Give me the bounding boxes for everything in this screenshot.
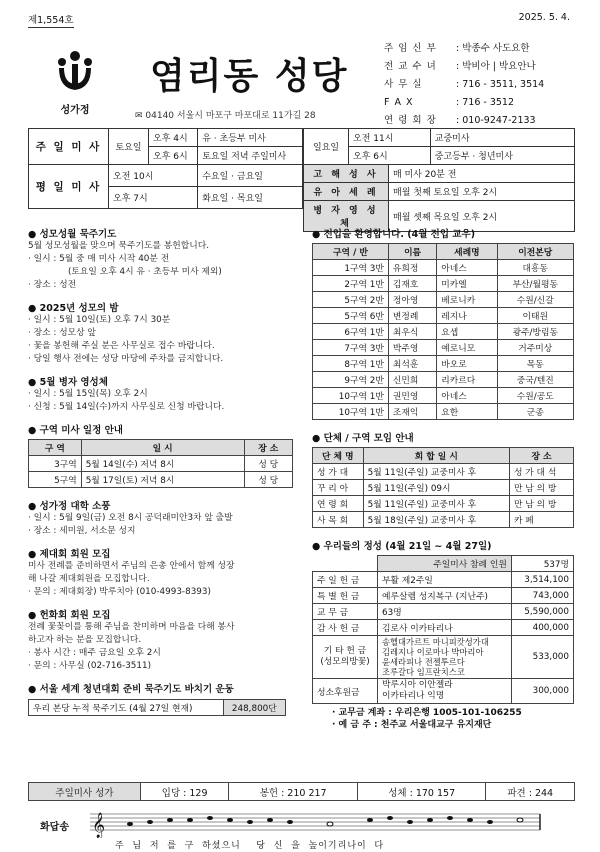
text-cell: 교중미사 (430, 129, 574, 147)
address (135, 108, 316, 121)
svg-text:𝄞: 𝄞 (92, 813, 106, 838)
info-key: 전 교 수 녀 (384, 61, 437, 72)
text-cell: 세례명 (437, 244, 497, 260)
text-cell: 최우식 (388, 324, 436, 340)
info-value: 716 - 3512 (462, 97, 515, 108)
text-cell: 오후 4시 (149, 129, 198, 147)
text-cell: 수원/공도 (497, 388, 573, 404)
text-cell: 입당 : 129 (140, 783, 228, 801)
text-cell: 봉헌 : 210 217 (229, 783, 358, 801)
text-cell: 파견 : 244 (486, 783, 575, 801)
issue-date: 2025. 5. 4. (518, 12, 570, 23)
table-row (313, 308, 574, 324)
section-body (28, 314, 300, 366)
text-cell: 변정례 (388, 308, 436, 324)
text-cell: 장 소 (244, 440, 292, 456)
text-cell: · 장소 : 세미원, 서소문 성지 (28, 526, 136, 536)
text-cell: 5구역 2반 (313, 292, 389, 308)
address-text: 04140 서울시 마포구 마포대로 11가길 28 (145, 111, 316, 121)
text-cell: 박주영 (388, 340, 436, 356)
text-cell: 부활 제2주일 (378, 572, 512, 588)
text-cell: 3구역 (29, 456, 82, 472)
text-cell: 8구역 1반 (313, 356, 389, 372)
offering-table (312, 555, 574, 704)
sunday-label: 일요일 (304, 129, 349, 165)
text-cell: 오후 7시 (109, 187, 198, 209)
text-cell: 부산/월평동 (497, 276, 573, 292)
account-note: · 교무금 계좌 : 우리은행 1005-101-106255 (332, 708, 522, 718)
mass-hymns-table (28, 782, 575, 801)
mail-icon: ✉ (135, 111, 146, 121)
section-title: ● 전입을 환영합니다. (4월 전입 교우) (312, 226, 577, 240)
text-cell: 성 당 (244, 472, 292, 488)
section-title: ● 서울 세계 청년대회 준비 묵주기도 바치기 운동 (28, 681, 300, 695)
info-row: 연 령 회 장 : 010-9247-2133 (384, 112, 544, 130)
info-key: F A X (384, 97, 414, 108)
table-row (313, 340, 574, 356)
text-cell: 사 목 회 (313, 512, 364, 528)
text-cell: 최석훈 (388, 356, 436, 372)
text-cell: 오전 11시 (349, 129, 431, 147)
text-cell: 요한 (437, 404, 497, 420)
text-cell: 5월 11일(주일) 09시 (363, 480, 509, 496)
table-row (313, 324, 574, 340)
text-cell: 성 가 대 (313, 464, 364, 480)
text-cell: · 문의 : 사무실 (02-716-3511) (28, 661, 152, 671)
section-title: ● 구역 미사 일정 안내 (28, 422, 300, 436)
psalm-label: 화답송 (40, 822, 69, 833)
text-cell: 5월 14일(수) 저녁 8시 (81, 456, 244, 472)
info-row: F A X : 716 - 3512 (384, 94, 544, 112)
text-cell: 중국/텐진 (497, 372, 573, 388)
info-value: 박종수 사도요한 (462, 43, 530, 54)
section-title: ● 2025년 성모의 밤 (28, 300, 300, 314)
logo-text: 성가정 (60, 105, 90, 116)
text-cell: · 꽃을 봉헌해 주실 분은 사무실로 접수 바랍니다. (28, 341, 215, 351)
text-cell: 감 사 헌 금 (313, 620, 378, 636)
text-cell: · 장소 : 성모상 앞 (28, 328, 96, 338)
text-cell: 7구역 3반 (313, 340, 389, 356)
saturday-label: 토요일 (109, 129, 149, 165)
info-value: 716 - 3511, 3514 (462, 79, 545, 90)
table-row (313, 292, 574, 308)
text-cell: 5구역 6반 (313, 308, 389, 324)
text-cell: 매 미사 20분 전 (389, 165, 575, 183)
rosary-count-table (28, 699, 286, 716)
text-cell: 교 무 금 (313, 604, 378, 620)
parish-title: 염리동 성당 (150, 56, 349, 97)
text-cell: 김재호 (388, 276, 436, 292)
text-cell: 바오로 (437, 356, 497, 372)
info-row: 주 임 신 부 : 박종수 사도요한 (384, 40, 544, 58)
info-key: 주 임 신 부 (384, 43, 437, 54)
text-cell: 특 별 헌 금 (313, 588, 378, 604)
table-row (313, 588, 574, 604)
text-cell: 전례 꽃꽂이를 통해 주님을 찬미하며 마음을 다해 봉사 (28, 622, 235, 632)
psalm-lyrics: 주 님 저 를 구 하셨으니 당 신 을 높이기리나이 다 (115, 841, 385, 851)
text-cell: 5,590,000 (511, 604, 573, 620)
table-row (313, 372, 574, 388)
text-cell: 리카르다 (437, 372, 497, 388)
text-cell: 토요일 저녁 주일미사 (198, 147, 303, 165)
text-cell: 일 시 (81, 440, 244, 456)
table-row (313, 404, 574, 420)
table-row (313, 512, 574, 528)
text-cell: 537명 (511, 556, 573, 572)
text-cell: 회 합 일 시 (363, 448, 509, 464)
text-cell: · 봉사 시간 : 매주 금요일 오후 2시 (28, 648, 161, 658)
info-key: 연 령 회 장 (384, 115, 437, 126)
table-row (313, 572, 574, 588)
text-cell: 유 아 세 례 (304, 183, 389, 201)
text-cell: 유희정 (388, 260, 436, 276)
text-cell: 우리 본당 누적 묵주기도 (4월 27일 현재) (29, 700, 224, 716)
text-cell: 이름 (388, 244, 436, 260)
text-cell: 성소후원금 (313, 679, 378, 704)
text-cell: 400,000 (511, 620, 573, 636)
section-title: ● 우리들의 정성 (4월 21일 ~ 4월 27일) (312, 538, 577, 552)
table-row (313, 679, 574, 704)
text-cell: 구역 / 반 (313, 244, 389, 260)
text-cell: 만 남 의 방 (509, 480, 573, 496)
table-row (313, 464, 574, 480)
district-mass-table (28, 439, 293, 488)
text-cell: 베로니카 (437, 292, 497, 308)
text-cell: 단 체 명 (313, 448, 364, 464)
text-cell: 예루살렘 성지복구 (지난주) (378, 588, 512, 604)
sacrament-table (303, 164, 575, 232)
section-title: ● 헌화회 회원 모집 (28, 607, 300, 621)
text-cell: 10구역 1반 (313, 388, 389, 404)
account-holder-note: · 예 금 주 : 천주교 서울대교구 유지재단 (332, 720, 492, 730)
text-cell: · 장소 : 성전 (28, 280, 77, 290)
text-cell: 화요일 · 목요일 (198, 187, 303, 209)
text-cell: · 신청 : 5월 14일(수)까지 사무실로 신청 바랍니다. (28, 402, 225, 412)
section-title: ● 단체 / 구역 모임 안내 (312, 430, 577, 444)
text-cell: 송헬대가르트 마니피캇성가대 김레지나 이로마나 박마리아 윤세라피나 전젤투르다 조루갈다 임프란치스코 (378, 636, 512, 679)
info-row: 사 무 실 : 716 - 3511, 3514 (384, 76, 544, 94)
text-cell: 신민희 (388, 372, 436, 388)
text-cell: 300,000 (511, 679, 573, 704)
sunday-mass-table (28, 128, 303, 209)
text-cell: 2구역 1반 (313, 276, 389, 292)
text-cell: 장 소 (509, 448, 573, 464)
text-cell: 오후 6시 (149, 147, 198, 165)
table-row (29, 472, 293, 488)
sunday-mass-table-2 (303, 128, 575, 165)
text-cell: · 일시 : 5월 10일(토) 오후 7시 30분 (28, 315, 171, 325)
text-cell: 연 령 회 (313, 496, 364, 512)
table-row (313, 620, 574, 636)
table-row (313, 356, 574, 372)
sunday-mass-label: 주 일 미 사 (29, 129, 109, 165)
holy-family-logo (45, 50, 105, 116)
text-cell: · 일시 : 5월 15일(목) 오후 2시 (28, 389, 148, 399)
text-cell: 광주/방림동 (497, 324, 573, 340)
text-cell: 아네스 (437, 260, 497, 276)
section-title: ● 제대회 회원 모집 (28, 546, 300, 560)
text-cell: 예로니모 (437, 340, 497, 356)
section-body (28, 240, 300, 292)
text-cell: · 일시 : 5월 중 매 미사 시작 40분 전 (28, 254, 170, 264)
text-cell: 성 당 (244, 456, 292, 472)
table-row (313, 260, 574, 276)
text-cell: 권민영 (388, 388, 436, 404)
text-cell: 만 남 의 방 (509, 496, 573, 512)
text-cell: · 당일 행사 전에는 성당 마당에 주차를 금지합니다. (28, 354, 224, 364)
issue-number: 제1,554호 (28, 12, 74, 28)
text-cell: 꾸 리 아 (313, 480, 364, 496)
text-cell: 이태원 (497, 308, 573, 324)
text-cell: 이전본당 (497, 244, 573, 260)
text-cell: 743,000 (511, 588, 573, 604)
text-cell: 1구역 3반 (313, 260, 389, 276)
text-cell: 요셉 (437, 324, 497, 340)
text-cell: · 문의 : 제대회장) 박루치아 (010-4993-8393) (28, 587, 211, 597)
text-cell: 5월 18일(주일) 교중미사 후 (363, 512, 509, 528)
text-cell: 목동 (497, 356, 573, 372)
text-cell: 카 페 (509, 512, 573, 528)
table-row (313, 276, 574, 292)
text-cell: 9구역 2반 (313, 372, 389, 388)
weekday-mass-label: 평 일 미 사 (29, 165, 109, 209)
text-cell: 주일미사 참례 인원 (378, 556, 512, 572)
table-row (29, 456, 293, 472)
text-cell: 해 나갈 제대회원을 모집합니다. (28, 574, 150, 584)
newcomer-table (312, 243, 574, 420)
text-cell: 5구역 (29, 472, 82, 488)
contact-info (384, 40, 544, 130)
text-cell: 박루시아 이안젤라 이카타리나 익명 (378, 679, 512, 704)
section-title: ● 성가정 대학 소풍 (28, 498, 300, 512)
text-cell: 군종 (497, 404, 573, 420)
section-body (28, 560, 300, 599)
text-cell: · 일시 : 5월 9일(금) 오전 8시 공덕래미안3차 앞 출발 (28, 513, 233, 523)
text-cell: 기 타 헌 금 (성모의방꽃) (313, 636, 378, 679)
group-meeting-table (312, 447, 574, 528)
text-cell: 중고등부 · 청년미사 (430, 147, 574, 165)
psalm-response (40, 808, 580, 851)
table-row (313, 480, 574, 496)
section-body (28, 621, 300, 673)
section-title: ● 성모성월 묵주기도 (28, 226, 300, 240)
text-cell: 김로사 이카타리나 (378, 620, 512, 636)
text-cell: 주일미사 성가 (29, 783, 141, 801)
left-column (28, 226, 300, 716)
text-cell: 주 일 헌 금 (313, 572, 378, 588)
text-cell: 매월 첫째 토요일 오후 2시 (389, 183, 575, 201)
text-cell: 레지나 (437, 308, 497, 324)
text-cell: 5월 성모성월을 맞으며 묵주기도를 봉헌합니다. (28, 241, 210, 251)
text-cell: 248,800단 (223, 700, 285, 716)
text-cell: 63명 (378, 604, 512, 620)
text-cell: 오후 6시 (349, 147, 431, 165)
text-cell: 성 가 대 석 (509, 464, 573, 480)
section-body (28, 388, 300, 414)
text-cell: 6구역 1반 (313, 324, 389, 340)
info-value: 010-9247-2133 (462, 115, 536, 126)
text-cell: 미사 전례를 준비하면서 주님의 은총 안에서 함께 성장 (28, 561, 235, 571)
text-cell: 유 · 초등부 미사 (198, 129, 303, 147)
text-cell: 거주미상 (497, 340, 573, 356)
text-cell: 대흥동 (497, 260, 573, 276)
text-cell: 3,514,100 (511, 572, 573, 588)
info-key: 사 무 실 (384, 79, 423, 90)
table-row (313, 496, 574, 512)
text-cell: 533,000 (511, 636, 573, 679)
text-cell: 오전 10시 (109, 165, 198, 187)
text-cell: 정아영 (388, 292, 436, 308)
text-cell: 5월 17일(토) 저녁 8시 (81, 472, 244, 488)
text-cell: 구 역 (29, 440, 82, 456)
text-cell: 10구역 1반 (313, 404, 389, 420)
text-cell: 하고자 하는 분을 모집합니다. (28, 635, 142, 645)
text-cell: 조재익 (388, 404, 436, 420)
text-cell: 성체 : 170 157 (357, 783, 486, 801)
info-value: 박비아 | 박요안나 (462, 61, 536, 72)
text-cell: 수원/신갈 (497, 292, 573, 308)
table-row (313, 636, 574, 679)
music-staff-icon (90, 808, 550, 838)
table-row (313, 604, 574, 620)
text-cell: 아네스 (437, 388, 497, 404)
holy-family-icon (55, 50, 95, 94)
text-cell: 병 자 영 성 체 (304, 201, 389, 232)
info-row: 전 교 수 녀 : 박비아 | 박요안나 (384, 58, 544, 76)
text-cell: 매월 셋째 목요일 오후 2시 (389, 201, 575, 232)
text-cell: 고 해 성 사 (304, 165, 389, 183)
text-cell: 미카엘 (437, 276, 497, 292)
section-body (28, 512, 300, 538)
text-cell: (토요일 오후 4시 유 · 초등부 미사 제외) (68, 267, 222, 277)
text-cell: 5월 11일(주일) 교중미사 후 (363, 496, 509, 512)
text-cell: 수요일 · 금요일 (198, 165, 303, 187)
right-column (312, 226, 577, 731)
section-title: ● 5월 병자 영성체 (28, 374, 300, 388)
table-row (313, 388, 574, 404)
text-cell: 5월 11일(주일) 교중미사 후 (363, 464, 509, 480)
